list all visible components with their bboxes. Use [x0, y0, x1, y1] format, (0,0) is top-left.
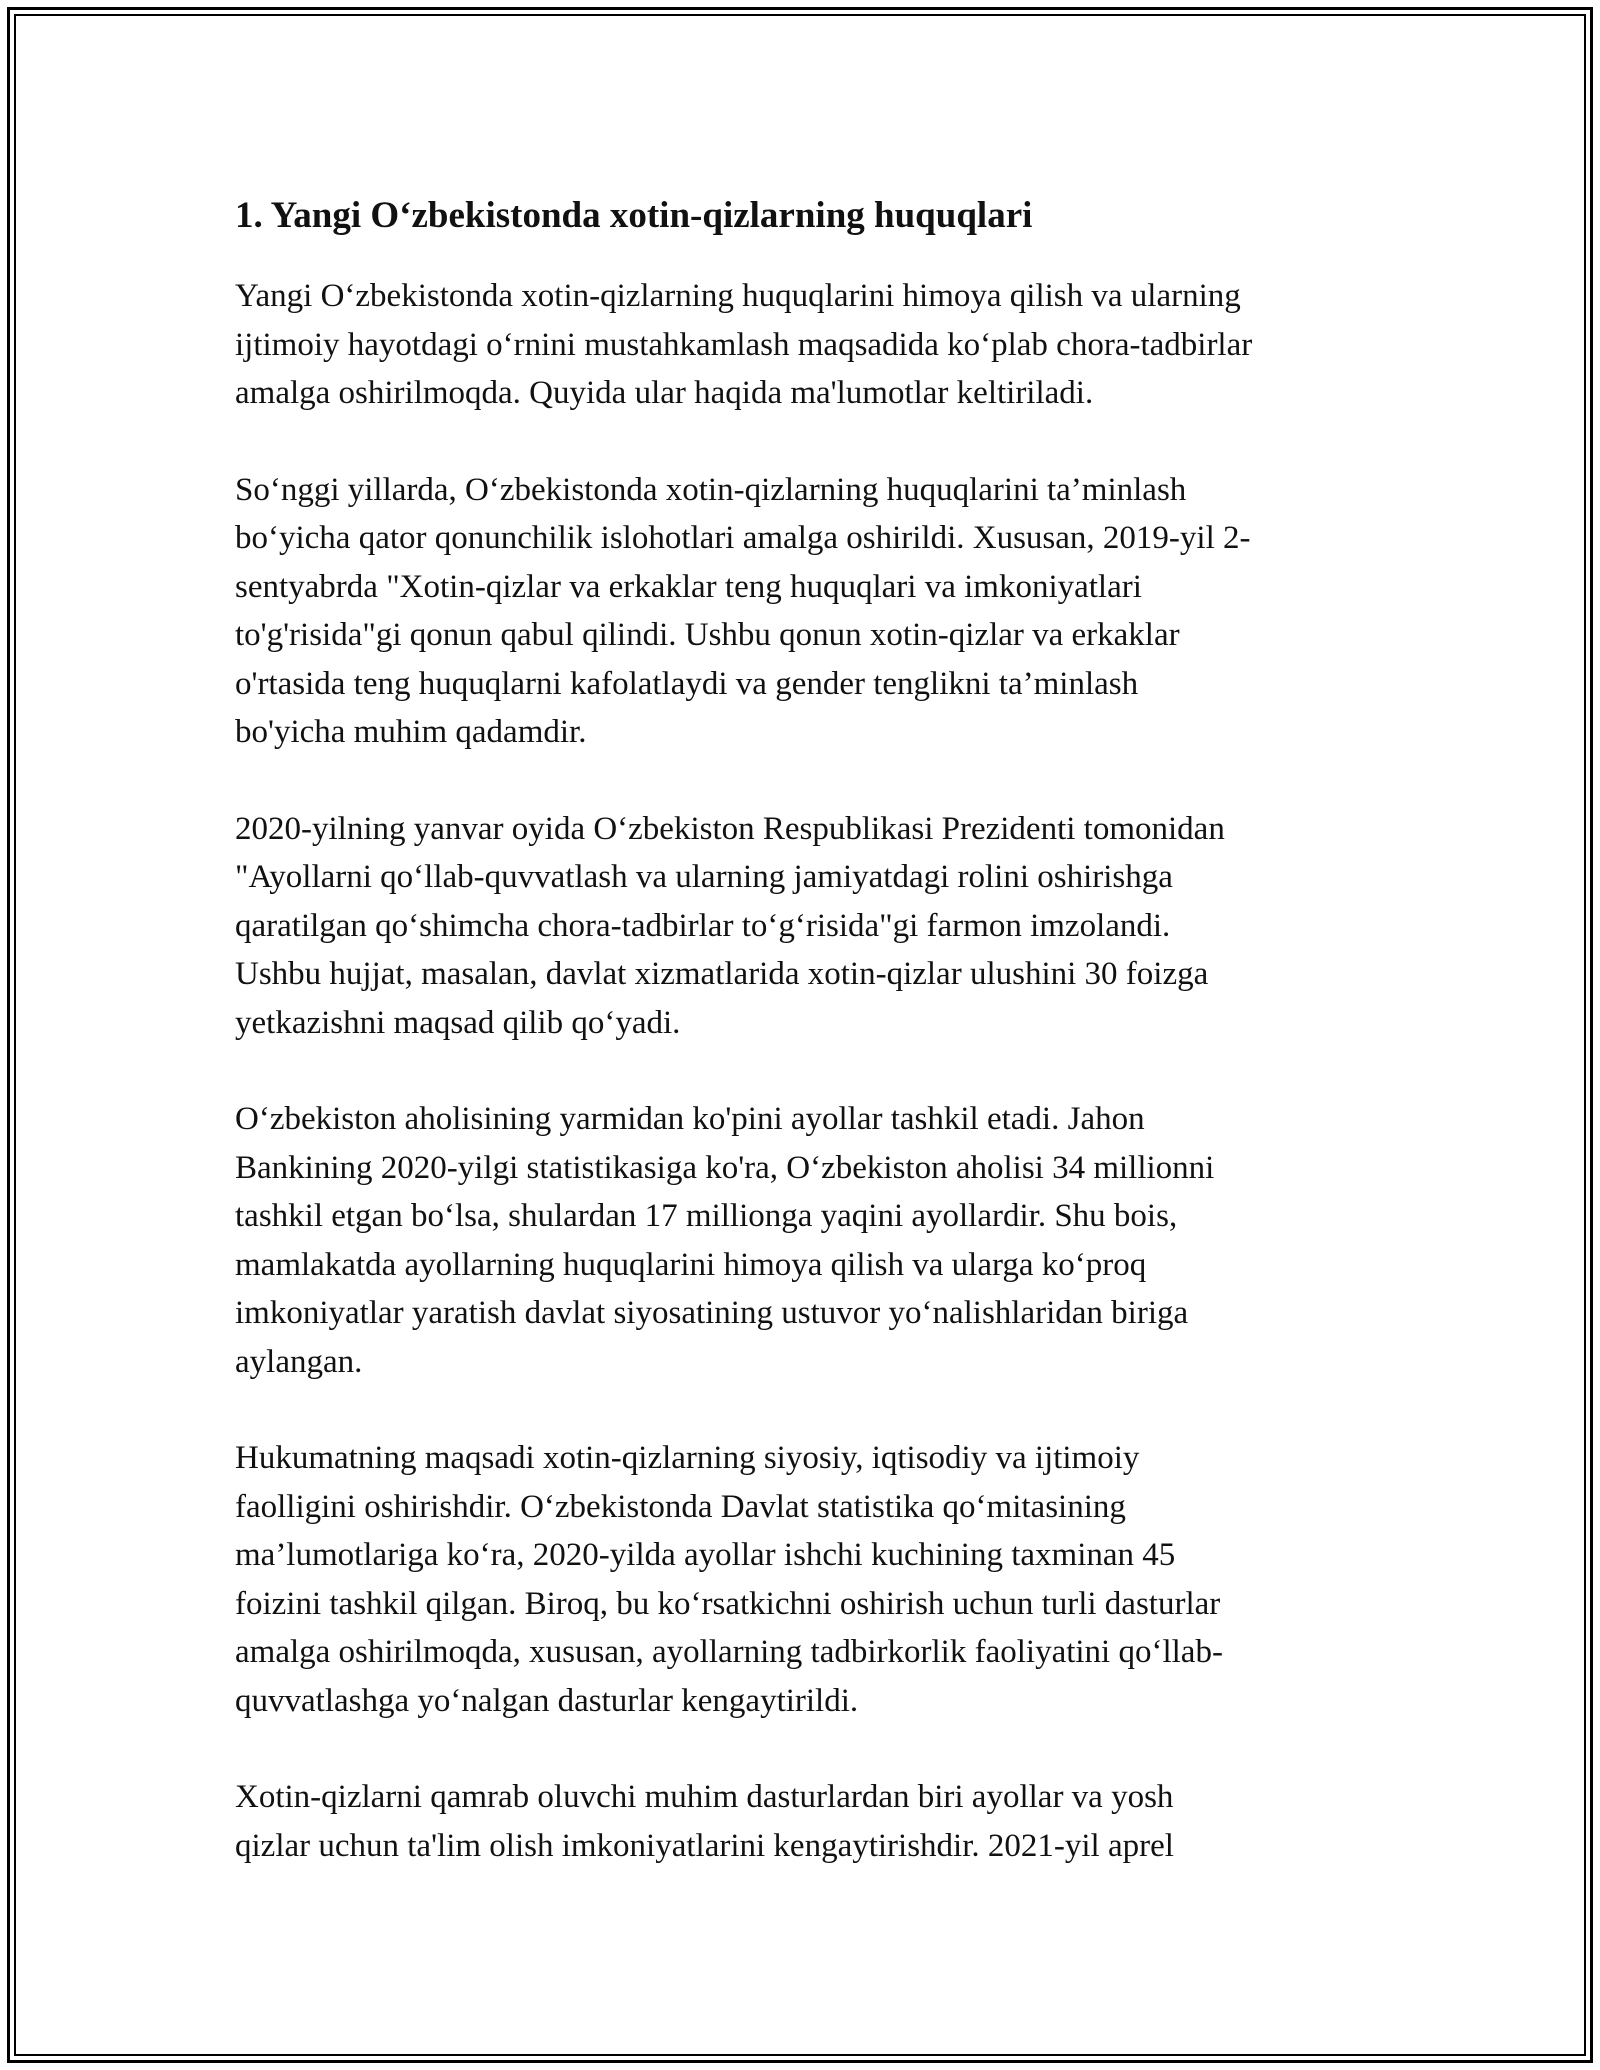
text-line: Xotin-qizlarni qamrab oluvchi muhim dasturlardan biri ayollar va yosh: [235, 1779, 1174, 1815]
text-line: to'g'risida"gi qonun qabul qilindi. Ushbu qonun xotin-qizlar va erkaklar: [235, 617, 1180, 653]
text-line: yetkazishni maqsad qilib qo‘yadi.: [235, 1004, 681, 1041]
text-line: amalga oshirilmoqda, xususan, ayollarning tadbirkorlik faoliyatini qo‘llab-: [235, 1634, 1223, 1670]
text-line: "Ayollarni qo‘llab-quvvatlash va ularning jamiyatdagi rolini oshirishga: [235, 859, 1173, 895]
text-line: ma’lumotlariga ko‘ra, 2020-yilda ayollar ishchi kuchining taxminan 45: [235, 1537, 1176, 1573]
text-line: o'rtasida teng huquqlarni kafolatlaydi va gender tenglikni ta’minlash: [235, 665, 1139, 702]
text-line: quvvatlashga yo‘nalgan dasturlar kengaytirildi.: [235, 1682, 859, 1719]
text-line: mamlakatda ayollarning huquqlarini himoya qilish va ularga ko‘proq: [235, 1246, 1147, 1283]
text-line: Yangi O‘zbekistonda xotin-qizlarning huquqlarini himoya qilish va ularning: [235, 278, 1241, 314]
text-line: Ushbu hujjat, masalan, davlat xizmatlarida xotin-qizlar ulushini 30 foizga: [235, 956, 1209, 992]
text-line: ijtimoiy hayotdagi o‘rnini mustahkamlash maqsadida ko‘plab chora-tadbirlar: [235, 326, 1253, 363]
text-line: bo‘yicha qator qonunchilik islohotlari amalga oshirildi. Xususan, 2019-yil 2-: [235, 520, 1251, 556]
text-line: 2020-yilning yanvar oyida O‘zbekiston Respublikasi Prezidenti tomonidan: [235, 810, 1225, 847]
document-title: 1. Yangi O‘zbekistonda xotin-qizlarning huquqlari: [235, 195, 1033, 236]
text-line: tashkil etgan bo‘lsa, shulardan 17 millionga yaqini ayollardir. Shu bois,: [235, 1198, 1178, 1234]
paragraph-4: [235, 1095, 1395, 1386]
paragraph-6: [235, 1773, 1395, 1870]
text-line: bo'yicha muhim qadamdir.: [235, 714, 587, 750]
text-line: O‘zbekiston aholisining yarmidan ko'pini ayollar tashkil etadi. Jahon: [235, 1101, 1145, 1137]
text-line: sentyabrda "Xotin-qizlar va erkaklar teng huquqlari va imkoniyatlari: [235, 568, 1142, 605]
text-line: aylangan.: [235, 1343, 363, 1380]
paragraph-2: [235, 466, 1395, 757]
text-line: foizini tashkil qilgan. Biroq, bu ko‘rsatkichni oshirish uchun turli dasturlar: [235, 1585, 1221, 1622]
document-body: [235, 186, 1395, 1918]
paragraph-1: [235, 272, 1395, 418]
paragraph-5: [235, 1434, 1395, 1725]
paragraph-3: [235, 805, 1395, 1048]
text-line: Hukumatning maqsadi xotin-qizlarning siyosiy, iqtisodiy va ijtimoiy: [235, 1440, 1140, 1476]
text-line: faolligini oshirishdir. O‘zbekistonda Davlat statistika qo‘mitasining: [235, 1488, 1126, 1525]
text-line: amalga oshirilmoqda. Quyida ular haqida ma'lumotlar keltiriladi.: [235, 375, 1094, 411]
text-line: qaratilgan qo‘shimcha chora-tadbirlar to‘g‘risida"gi farmon imzolandi.: [235, 907, 1171, 944]
text-line: imkoniyatlar yaratish davlat siyosatining ustuvor yo‘nalishlaridan biriga: [235, 1295, 1189, 1331]
text-line: qizlar uchun ta'lim olish imkoniyatlarini kengaytirishdir. 2021-yil aprel: [235, 1827, 1174, 1864]
text-line: So‘nggi yillarda, O‘zbekistonda xotin-qizlarning huquqlarini ta’minlash: [235, 471, 1187, 508]
text-line: Bankining 2020-yilgi statistikasiga ko'ra, O‘zbekiston aholisi 34 millionni: [235, 1149, 1215, 1186]
